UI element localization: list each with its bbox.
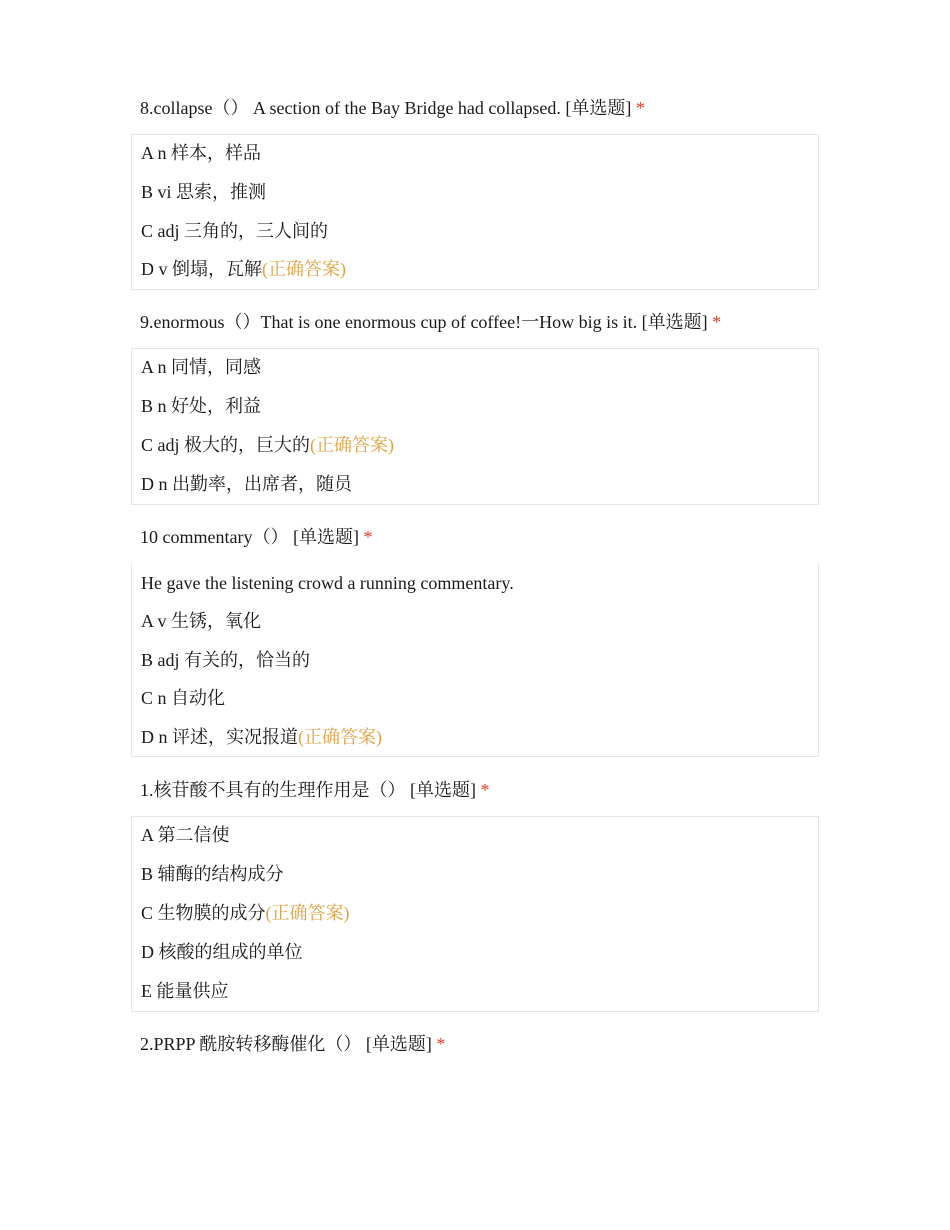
option-d[interactable]: D v 倒塌，瓦解(正确答案) [141,259,346,279]
option-e[interactable]: E 能量供应 [141,981,229,1001]
option-c[interactable]: C adj 三角的，三人间的 [141,221,328,241]
question-text: 1.核苷酸不具有的生理作用是（） [单选题] [140,780,476,800]
question-text: 9.enormous（）That is one enormous cup of coffee!一How big is it. [单选题] [140,312,708,332]
correct-answer-tag: (正确答案) [262,259,346,279]
question-title [140,310,830,334]
question-text: 10 commentary（） [单选题] [140,527,359,547]
options-box [131,348,819,505]
option-a[interactable]: A v 生锈，氧化 [141,611,262,631]
correct-answer-tag: (正确答案) [298,727,382,747]
option-c[interactable]: C n 自动化 [141,688,226,708]
question-title [140,1032,830,1056]
required-marker: * [480,780,490,800]
required-marker: * [363,527,373,547]
question-title [140,96,830,120]
option-a[interactable]: A n 样本，样品 [141,143,262,163]
correct-answer-tag: (正确答案) [265,903,350,923]
options-box [131,134,819,290]
option-a[interactable]: A n 同情，同感 [141,357,262,377]
correct-answer-tag: (正确答案) [310,435,394,455]
question-text: 8.collapse（） A section of the Bay Bridge had collapsed. [单选题] [140,98,632,118]
option-a[interactable]: A 第二信使 [141,825,230,845]
option-b[interactable]: B 辅酶的结构成分 [141,864,284,884]
option-d[interactable]: D n 出勤率，出席者，随员 [141,474,352,494]
question-title [140,778,830,802]
option-c[interactable]: C adj 极大的，巨大的(正确答案) [141,435,394,455]
option-b[interactable]: B n 好处，利益 [141,396,262,416]
option-d[interactable]: D 核酸的组成的单位 [141,942,303,962]
option-d[interactable]: D n 评述，实况报道(正确答案) [141,727,382,747]
option-b[interactable]: B vi 思索，推测 [141,182,267,202]
required-marker: * [436,1034,446,1054]
options-box [131,563,819,757]
question-prompt: He gave the listening crowd a running commentary. [141,573,514,593]
question-text: 2.PRPP 酰胺转移酶催化（） [单选题] [140,1034,432,1054]
options-box [131,816,819,1012]
required-marker: * [635,98,645,118]
option-c[interactable]: C 生物膜的成分(正确答案) [141,903,350,923]
option-b[interactable]: B adj 有关的，恰当的 [141,650,310,670]
required-marker: * [712,312,722,332]
question-title [140,525,830,549]
